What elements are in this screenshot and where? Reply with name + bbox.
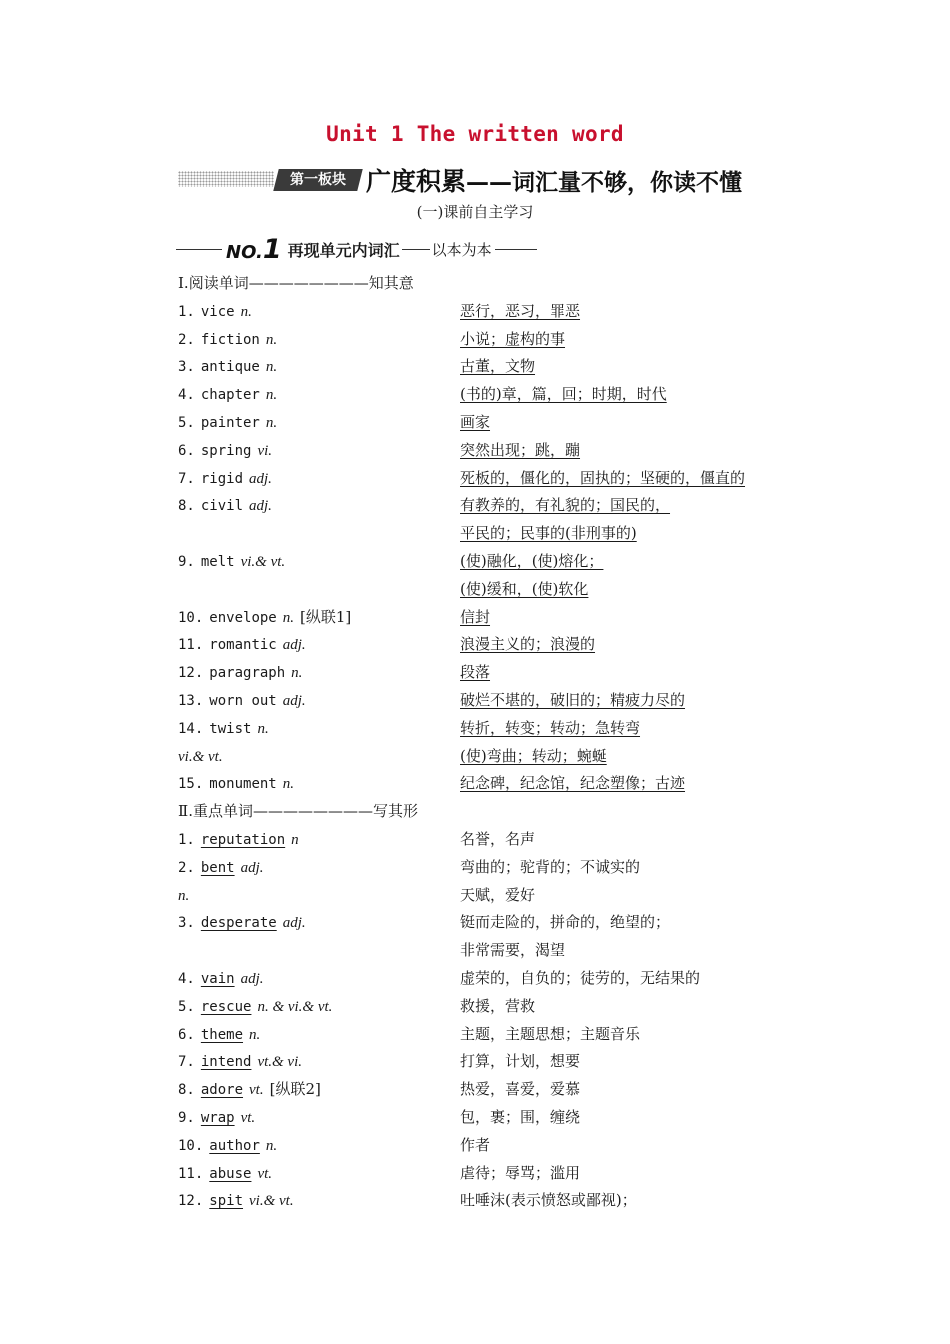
vocab-row (0, 968, 950, 996)
vocab-row (0, 1051, 950, 1079)
vocab-term (178, 356, 277, 377)
part-of-speech: vt.& vi. (257, 1054, 303, 1071)
vocab-term (178, 996, 332, 1017)
part-of-speech: n. (257, 720, 269, 737)
part-of-speech: n. (291, 665, 303, 682)
vocab-term (178, 551, 285, 572)
item-number: 14. (178, 720, 204, 737)
item-number: 1. (178, 303, 195, 320)
vocab-word: monument (209, 776, 277, 793)
item-number: 1. (178, 832, 195, 848)
vocab-meaning: 浪漫主义的；浪漫的 (460, 635, 596, 654)
part-of-speech: adj. (282, 915, 306, 932)
part-of-speech: adj. (249, 470, 272, 487)
vocab-word: paragraph (209, 665, 286, 682)
vocab-word: fiction (200, 331, 260, 348)
vocab-meaning: 热爱，喜爱，爱慕 (460, 1080, 581, 1099)
vocab-row (0, 551, 950, 579)
vocab-meaning: 转折，转变；转动；急转弯 (460, 718, 641, 737)
part-of-speech: n. (265, 331, 278, 348)
vocab-row (0, 440, 950, 468)
part-of-speech: vt. (249, 1082, 264, 1099)
vocab-meaning: 主题，主题思想；主题音乐 (460, 1024, 641, 1043)
vocab-word: worn out (209, 693, 277, 709)
vocab-row-continuation (0, 746, 950, 774)
vocab-term (178, 690, 306, 711)
vocab-word: romantic (209, 637, 277, 654)
vocab-word: chapter (200, 387, 260, 404)
header-dash (402, 249, 430, 250)
vocab-word: antique (200, 359, 260, 376)
item-number: 3. (178, 915, 195, 932)
vocab-meaning-continuation: 天赋，爱好 (460, 885, 536, 904)
vocab-word: vain (200, 971, 235, 987)
vocab-term (178, 1107, 255, 1128)
banner-title-main: 广度积累 (366, 167, 467, 196)
vocab-word: painter (200, 415, 260, 431)
item-number: 3. (178, 359, 195, 376)
vocab-row (0, 773, 950, 801)
vocab-meaning: 画家 (460, 413, 491, 431)
vocab-word: wrap (200, 1110, 235, 1126)
item-number: 6. (178, 1026, 195, 1043)
item-number: 7. (178, 470, 195, 487)
vocab-row-continuation (0, 579, 950, 607)
item-number: 8. (178, 1082, 195, 1099)
vocab-word: spring (200, 442, 252, 459)
header-rule-left (176, 249, 222, 250)
vocab-term (178, 468, 272, 489)
vocab-word: rigid (200, 470, 244, 487)
vocab-meaning: 虐待；辱骂；滥用 (460, 1163, 581, 1182)
vocab-meaning-continuation: (使)缓和，(使)软化 (460, 579, 589, 598)
section-subtitle: (一)课前自主学习 (416, 203, 534, 221)
vocab-word: theme (200, 1026, 244, 1043)
item-number: 7. (178, 1054, 195, 1071)
vocab-term (178, 329, 277, 350)
section-heading-row (0, 273, 950, 301)
vocab-row (0, 662, 950, 690)
vocab-row (0, 1079, 950, 1107)
part-of-speech: n. (240, 303, 252, 320)
vocab-meaning: 小说；虚构的事 (460, 329, 566, 348)
part-of-speech: adj. (282, 693, 306, 709)
part-of-speech: n. (178, 887, 190, 904)
no-label (226, 234, 282, 265)
vocab-meaning: 包，裹；围，缠绕 (460, 1108, 581, 1126)
part-of-speech: n. (282, 776, 294, 793)
cross-reference: [纵联2] (269, 1080, 321, 1099)
item-number: 10. (178, 1137, 204, 1154)
part-of-speech: vi.& vt. (178, 748, 223, 765)
vocab-row-continuation (0, 523, 950, 551)
vocab-term (178, 968, 264, 989)
section-heading-row (0, 801, 950, 829)
part-of-speech: vt. (240, 1110, 256, 1126)
vocab-row (0, 495, 950, 523)
vocab-term (178, 773, 294, 794)
part-of-speech: n. (265, 359, 278, 376)
vocab-meaning: 纪念碑，纪念馆，纪念塑像；古迹 (460, 774, 686, 793)
vocab-term (178, 301, 252, 322)
vocab-term (178, 718, 269, 739)
section-heading: Ⅱ.重点单词————————写其形 (178, 802, 418, 821)
no-header-subtitle: 以本为本 (431, 241, 492, 259)
vocab-row (0, 718, 950, 746)
vocab-word: rescue (200, 998, 252, 1015)
item-number: 2. (178, 331, 195, 348)
vocab-meaning: 信封 (460, 607, 491, 626)
item-number: 4. (178, 971, 195, 987)
vocab-row (0, 607, 950, 635)
no-number: 1 (262, 234, 282, 265)
vocab-meaning: 名誉，名声 (460, 830, 536, 848)
item-number: 2. (178, 859, 195, 876)
item-number: 8. (178, 498, 195, 515)
vocab-meaning-continuation: (使)弯曲；转动；蜿蜒 (460, 746, 607, 765)
item-number: 5. (178, 415, 195, 431)
vocab-term (178, 495, 272, 516)
vocab-row (0, 1024, 950, 1052)
part-of-speech: vi.& vt. (249, 1193, 294, 1210)
vocab-meaning: 救援，营救 (460, 996, 536, 1015)
vocab-term (178, 912, 306, 933)
part-of-speech: n. (265, 415, 278, 431)
no1-header (176, 234, 776, 265)
vocab-word: desperate (200, 915, 277, 932)
vocab-term (178, 1051, 302, 1072)
vocab-meaning: (书的)章，篇，回；时期，时代 (460, 385, 667, 404)
vocab-row (0, 634, 950, 662)
part-of-speech: adj. (240, 859, 264, 876)
item-number: 13. (178, 693, 204, 709)
vocab-meaning: 恶行，恶习，罪恶 (460, 301, 581, 320)
no-prefix: NO. (226, 242, 263, 263)
vocab-row (0, 329, 950, 357)
part-of-speech: n. (282, 609, 294, 626)
vocab-row (0, 1107, 950, 1135)
vocab-meaning: 吐唾沫(表示愤怒或鄙视)； (460, 1191, 637, 1210)
vocab-meaning: 突然出现；跳，蹦 (460, 440, 581, 459)
vocab-meaning: 死板的，僵化的，固执的；坚硬的，僵直的 (460, 468, 746, 487)
cross-reference: [纵联1] (299, 607, 352, 626)
vocab-row-continuation (0, 940, 950, 968)
vocab-term-continuation (178, 885, 189, 906)
vocab-term-continuation (178, 746, 223, 767)
vocab-term (178, 1135, 277, 1156)
banner-tag (273, 169, 362, 191)
vocab-meaning: 有教养的，有礼貌的；国民的， (460, 496, 671, 515)
part-of-speech: n. (265, 387, 278, 404)
vocab-word: author (209, 1137, 260, 1154)
item-number: 11. (178, 637, 204, 654)
vocab-row (0, 857, 950, 885)
part-of-speech: adj. (282, 637, 306, 654)
part-of-speech: adj. (240, 971, 264, 987)
item-number: 12. (178, 1193, 204, 1210)
vocab-term (178, 634, 306, 655)
vocab-meaning: 铤而走险的，拼命的，绝望的； (460, 913, 671, 932)
vocab-row (0, 384, 950, 412)
vocab-row (0, 301, 950, 329)
vocab-term (178, 1163, 272, 1184)
part-of-speech: vt. (257, 1165, 273, 1182)
vocab-meaning: 古董，文物 (460, 357, 536, 376)
item-number: 9. (178, 554, 195, 570)
vocab-meaning: 破烂不堪的，破旧的；精疲力尽的 (460, 691, 686, 709)
vocab-meaning-continuation: 平民的；民事的(非刑事的) (460, 524, 637, 543)
vocab-term (178, 662, 302, 683)
part-of-speech: n. & vi.& vt. (257, 998, 333, 1015)
header-rule-right (495, 249, 537, 250)
item-number: 12. (178, 665, 204, 682)
part-of-speech: n. (265, 1137, 278, 1154)
vocab-word: adore (200, 1082, 244, 1099)
vocab-row (0, 996, 950, 1024)
part-of-speech: vi. (257, 442, 273, 459)
item-number: 5. (178, 998, 195, 1015)
vocab-row (0, 912, 950, 940)
vocab-term (178, 1079, 321, 1100)
vocab-term (178, 412, 277, 433)
vocab-row (0, 412, 950, 440)
section-heading: Ⅰ.阅读单词————————知其意 (178, 274, 414, 292)
item-number: 6. (178, 442, 195, 459)
banner-title (366, 162, 742, 198)
vocab-row (0, 1163, 950, 1191)
vocab-word: vice (200, 303, 235, 320)
vocab-term (178, 607, 351, 628)
part-of-speech: n (291, 832, 299, 848)
vocab-row (0, 829, 950, 857)
vocab-term (178, 1190, 294, 1211)
vocab-word: spit (209, 1193, 244, 1210)
vocab-row (0, 690, 950, 718)
part-of-speech: vi.& vt. (240, 554, 286, 570)
vocab-term (178, 440, 272, 461)
vocab-meaning: 虚荣的，自负的；徒劳的，无结果的 (460, 969, 701, 987)
vocab-term (178, 1024, 260, 1045)
vocab-term (178, 384, 277, 405)
no-header-title: 再现单元内词汇 (287, 241, 400, 260)
item-number: 4. (178, 387, 195, 404)
vocab-row-continuation (0, 885, 950, 913)
vocab-term (178, 857, 264, 878)
vocab-word: abuse (209, 1165, 252, 1182)
vocab-row (0, 468, 950, 496)
vocab-meaning: 打算，计划，想要 (460, 1052, 581, 1071)
vocab-row (0, 1135, 950, 1163)
vocab-word: twist (209, 720, 252, 737)
banner-tag-label: 第一板块 (290, 172, 346, 188)
part-of-speech: adj. (249, 498, 272, 515)
vocab-word: reputation (200, 832, 286, 848)
vocab-word: intend (200, 1054, 252, 1071)
vocab-meaning: (使)融化，(使)熔化； (460, 552, 604, 570)
dot-pattern-decoration (178, 171, 274, 187)
item-number: 9. (178, 1110, 195, 1126)
item-number: 11. (178, 1165, 204, 1182)
part-of-speech: n. (249, 1026, 261, 1043)
banner-title-subtitle: ——词汇量不够，你读不懂 (466, 170, 743, 196)
vocab-word: bent (200, 859, 235, 876)
section-banner (178, 162, 778, 196)
vocab-word: civil (200, 498, 244, 515)
vocab-meaning: 段落 (460, 663, 491, 682)
vocab-term (178, 829, 299, 850)
item-number: 15. (178, 776, 204, 793)
vocab-row (0, 1190, 950, 1218)
vocab-meaning: 弯曲的；驼背的；不诚实的 (460, 857, 641, 876)
vocab-row (0, 356, 950, 384)
vocab-meaning-continuation: 非常需要，渴望 (460, 941, 566, 960)
vocab-meaning: 作者 (460, 1135, 491, 1154)
unit-title: Unit 1 The written word (326, 122, 624, 146)
vocab-word: melt (200, 554, 235, 570)
item-number: 10. (178, 609, 204, 626)
vocab-word: envelope (209, 609, 277, 626)
